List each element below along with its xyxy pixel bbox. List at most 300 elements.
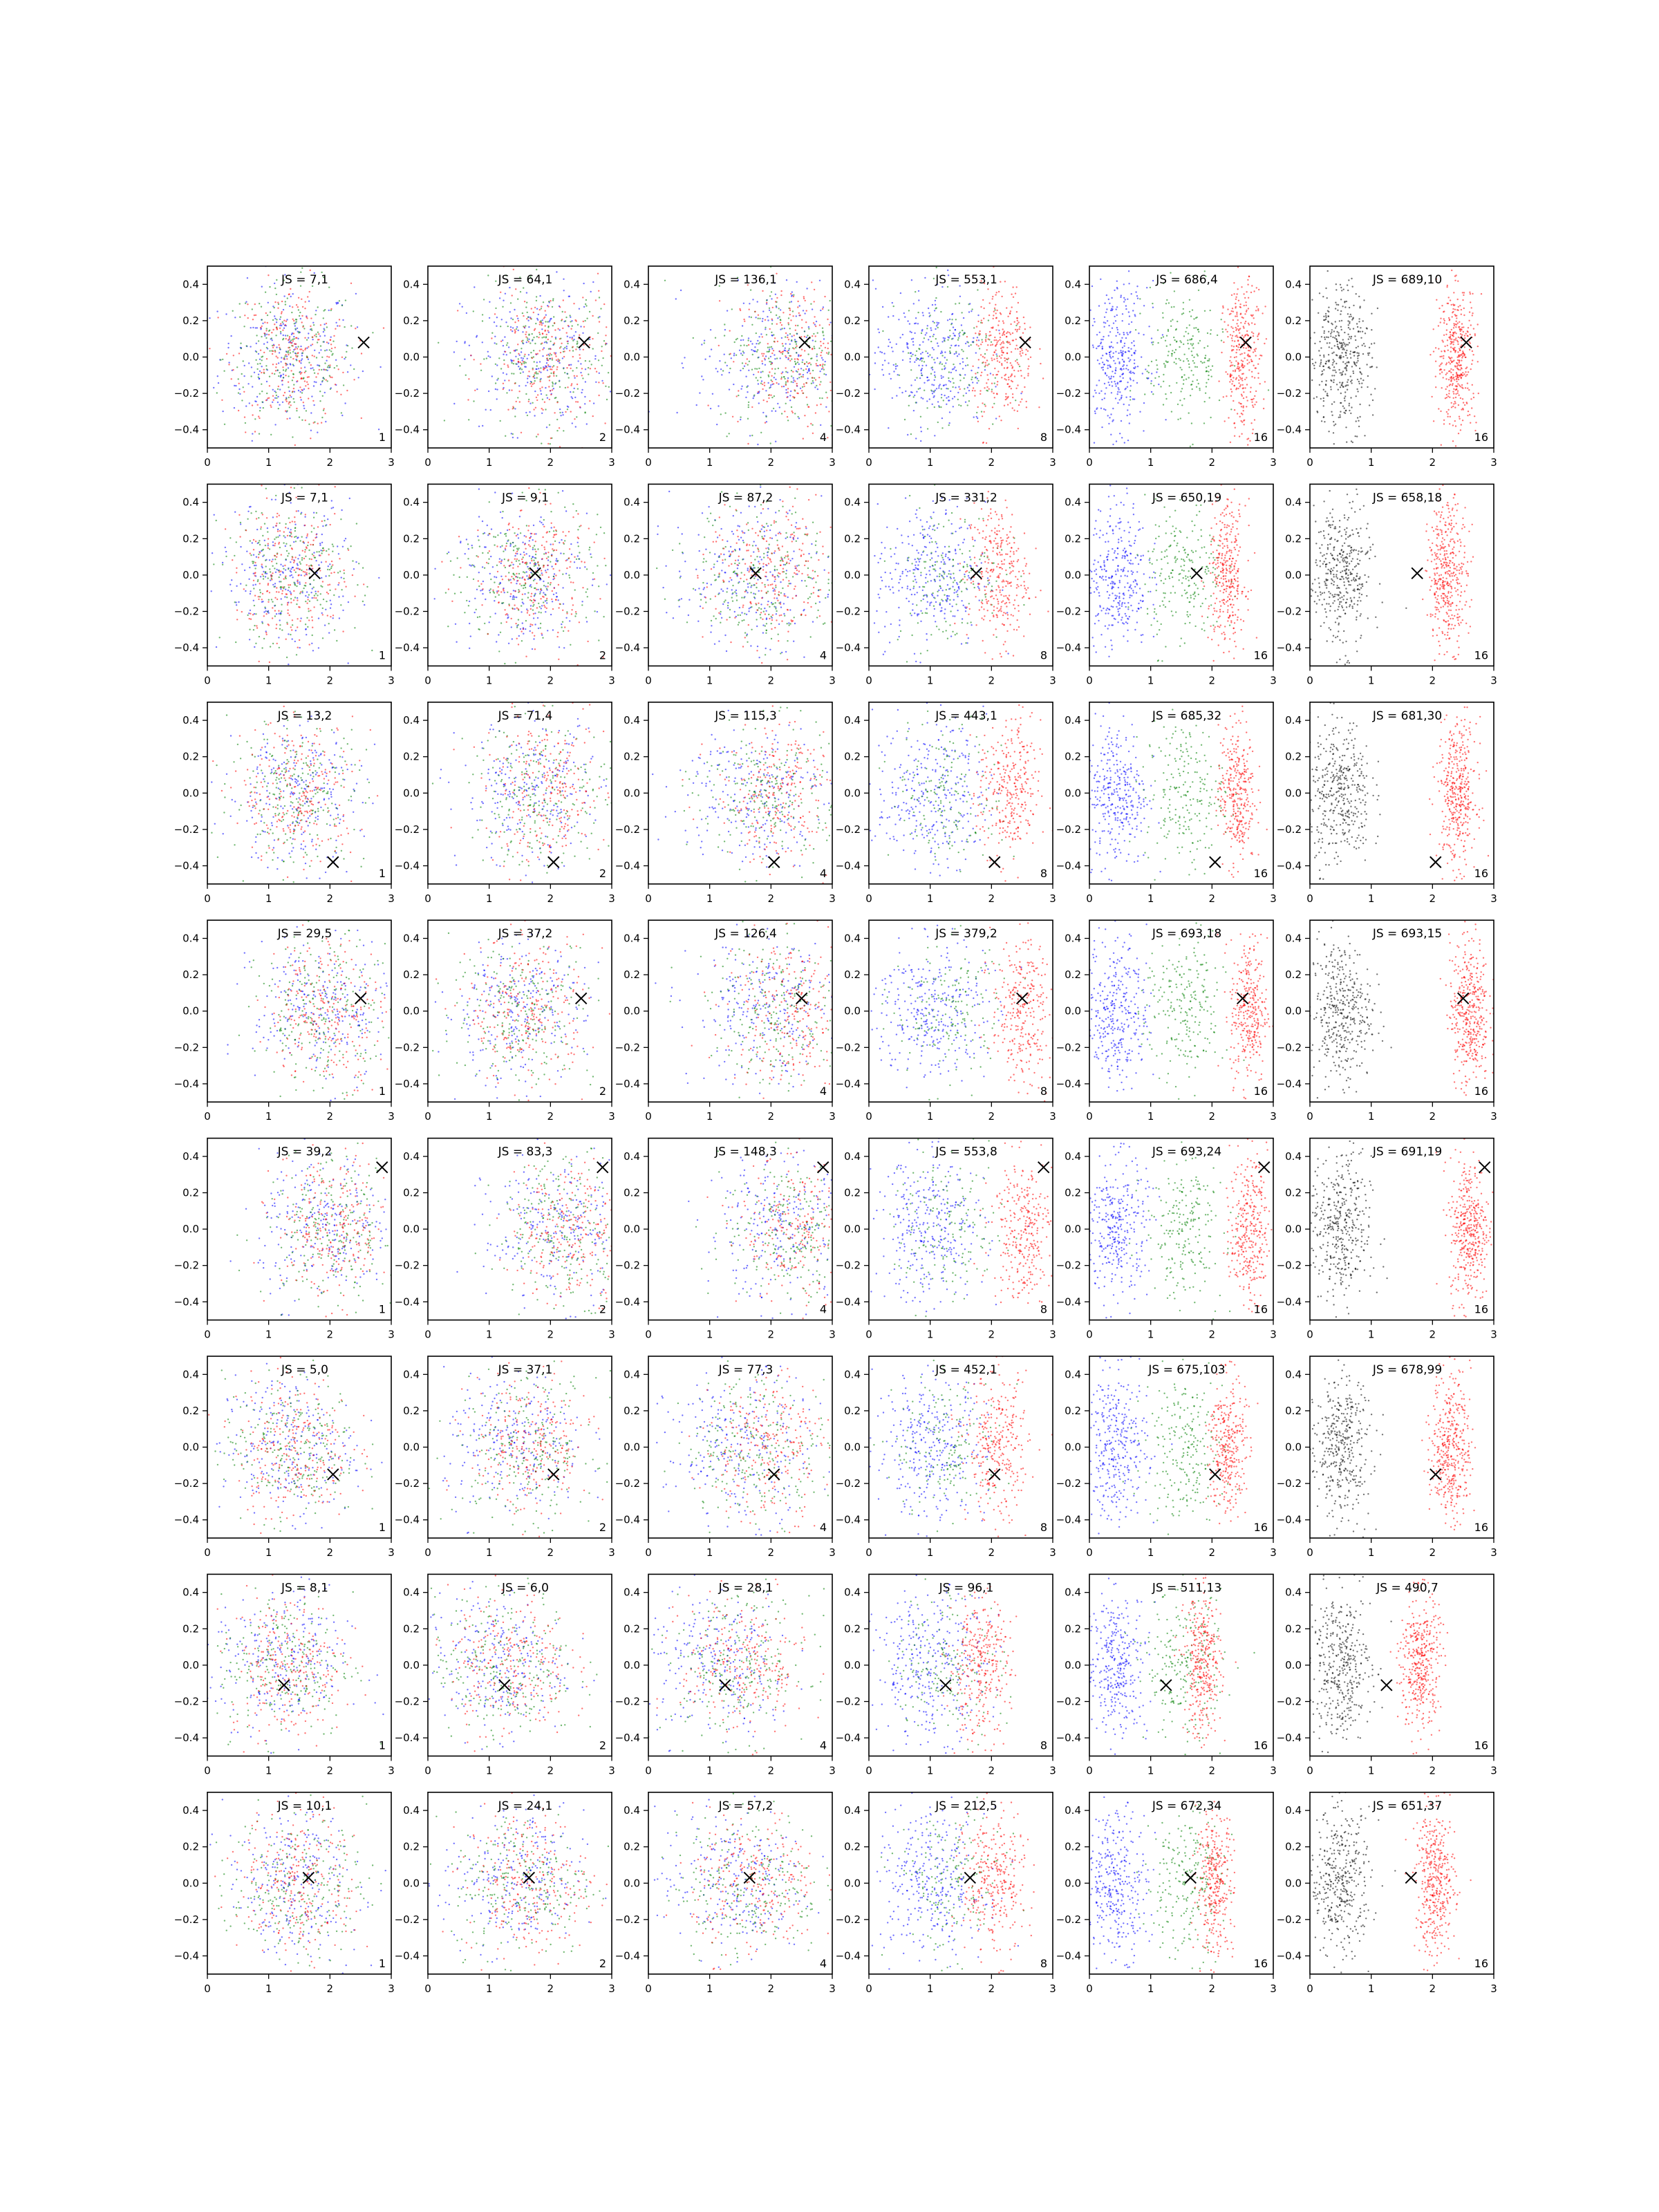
data-point <box>1342 306 1343 307</box>
data-point <box>861 356 862 357</box>
data-point <box>549 358 550 359</box>
data-point <box>619 368 620 370</box>
data-point <box>1438 325 1439 326</box>
data-point <box>517 437 518 438</box>
data-point <box>270 404 271 406</box>
data-point <box>1100 408 1102 409</box>
data-point <box>1235 369 1236 371</box>
data-point <box>520 367 521 368</box>
data-point <box>285 335 286 336</box>
data-point <box>580 363 581 364</box>
data-point <box>1470 368 1472 370</box>
data-point <box>575 348 577 350</box>
data-point <box>278 637 279 638</box>
data-point <box>807 363 809 364</box>
data-point <box>579 348 581 350</box>
data-point <box>521 351 522 353</box>
data-point <box>1463 326 1464 328</box>
data-point <box>267 322 268 324</box>
data-point <box>794 413 796 414</box>
data-point <box>518 358 519 359</box>
data-point <box>572 337 573 338</box>
data-point <box>664 280 666 281</box>
data-point <box>568 377 570 378</box>
data-point <box>942 376 944 377</box>
data-point <box>1335 327 1336 328</box>
data-point <box>301 299 302 300</box>
data-point <box>562 412 563 413</box>
data-point <box>1234 385 1235 386</box>
data-point <box>1006 367 1008 368</box>
data-point <box>815 341 816 342</box>
data-point <box>1231 350 1232 351</box>
data-point <box>731 308 733 310</box>
data-point <box>823 369 825 371</box>
data-point <box>289 306 290 307</box>
data-point <box>749 303 750 304</box>
data-point <box>482 425 483 427</box>
data-point <box>761 353 762 355</box>
data-point <box>598 382 599 383</box>
data-point <box>517 318 518 319</box>
data-point <box>1455 315 1456 317</box>
data-point <box>1319 365 1320 366</box>
data-point <box>1011 306 1013 308</box>
data-point <box>1338 369 1340 371</box>
data-point <box>796 358 798 359</box>
data-point <box>1218 380 1219 382</box>
data-point <box>812 382 814 384</box>
data-point <box>538 368 539 369</box>
data-point <box>276 563 277 564</box>
data-point <box>480 370 482 371</box>
data-point <box>739 350 740 351</box>
data-point <box>278 375 279 377</box>
x-tick-label: 0 <box>204 456 211 469</box>
data-point <box>1241 317 1243 318</box>
data-point <box>275 366 276 368</box>
data-point <box>312 337 313 338</box>
data-point <box>1234 357 1235 358</box>
data-point <box>935 304 936 306</box>
data-point <box>330 308 332 310</box>
data-point <box>525 306 527 308</box>
data-point <box>803 384 805 385</box>
data-point <box>950 345 952 346</box>
data-point <box>589 339 590 340</box>
data-point <box>341 305 343 306</box>
data-point <box>760 333 762 335</box>
data-point <box>771 381 773 382</box>
data-point <box>1465 333 1467 335</box>
data-point <box>1236 315 1237 317</box>
data-point <box>1353 328 1354 329</box>
data-point <box>972 382 973 383</box>
data-point <box>796 344 797 345</box>
data-point <box>892 435 894 436</box>
data-point <box>567 336 568 337</box>
data-point <box>997 381 998 382</box>
data-point <box>297 380 298 382</box>
data-point <box>254 431 256 432</box>
data-point <box>682 367 684 368</box>
data-point <box>341 412 342 413</box>
data-point <box>282 366 283 368</box>
data-point <box>1365 332 1366 334</box>
data-point <box>282 330 283 331</box>
data-point <box>849 344 850 346</box>
data-point <box>536 296 537 297</box>
data-point <box>480 363 481 364</box>
data-point <box>787 352 789 353</box>
data-point <box>1133 340 1134 341</box>
data-point <box>305 301 306 303</box>
data-point <box>1457 344 1459 345</box>
data-point <box>812 424 813 426</box>
data-point <box>1121 352 1123 353</box>
data-point <box>1018 328 1020 330</box>
data-point <box>1452 424 1454 426</box>
data-point <box>1127 409 1128 411</box>
data-point <box>306 591 308 592</box>
data-point <box>745 397 747 398</box>
data-point <box>537 319 538 321</box>
data-point <box>1371 329 1372 330</box>
data-point <box>1163 404 1164 405</box>
data-point <box>1349 323 1350 324</box>
data-point <box>923 315 924 316</box>
data-point <box>1112 444 1114 445</box>
data-point <box>297 597 298 599</box>
data-point <box>735 355 737 356</box>
data-point <box>280 375 281 376</box>
data-point <box>766 299 767 301</box>
data-point <box>830 341 832 342</box>
y-tick-label: 0.4 <box>403 278 420 290</box>
data-point <box>1106 294 1107 296</box>
data-point <box>806 362 807 363</box>
data-point <box>1454 365 1456 366</box>
data-point <box>1345 355 1347 356</box>
data-point <box>1355 435 1356 437</box>
data-point <box>567 343 568 344</box>
data-point <box>1134 345 1135 346</box>
data-point <box>1168 350 1170 352</box>
data-point <box>556 402 558 403</box>
axes-frame <box>428 266 612 448</box>
data-point <box>552 306 553 308</box>
data-point <box>580 326 581 327</box>
data-point <box>274 315 275 317</box>
data-point <box>775 301 776 302</box>
data-point <box>1103 326 1105 328</box>
data-point <box>1158 384 1159 385</box>
data-point <box>256 556 257 558</box>
data-point <box>973 387 974 388</box>
data-point <box>935 376 936 377</box>
data-point <box>822 328 823 329</box>
data-point <box>1318 312 1319 314</box>
data-point <box>326 349 328 350</box>
data-point <box>1230 356 1231 357</box>
data-point <box>299 386 301 388</box>
data-point <box>288 633 289 635</box>
data-point <box>1131 355 1132 356</box>
data-point <box>892 350 893 352</box>
data-point <box>599 321 600 322</box>
data-point <box>1239 303 1241 305</box>
data-point <box>1472 393 1474 394</box>
data-point <box>774 377 775 378</box>
data-point <box>817 388 818 390</box>
data-point <box>1015 348 1016 350</box>
data-point <box>547 339 549 340</box>
data-point <box>818 377 820 378</box>
data-point <box>1016 330 1018 332</box>
data-point <box>949 350 950 352</box>
data-point <box>583 349 584 350</box>
data-point <box>877 328 879 330</box>
data-point <box>1250 292 1252 293</box>
data-point <box>486 357 487 359</box>
data-point <box>281 610 282 612</box>
data-point <box>729 368 731 369</box>
data-point <box>1019 366 1020 367</box>
data-point <box>801 349 803 350</box>
data-point <box>768 375 769 376</box>
data-point <box>751 317 752 318</box>
data-point <box>1370 394 1371 395</box>
data-point <box>1335 424 1336 425</box>
data-point <box>1477 361 1479 362</box>
x-marker <box>799 337 810 348</box>
data-point <box>279 574 281 575</box>
data-point <box>303 405 304 406</box>
data-point <box>1340 299 1342 300</box>
data-point <box>547 330 549 331</box>
data-point <box>798 418 800 419</box>
data-point <box>757 379 758 381</box>
data-point <box>771 410 773 411</box>
data-point <box>745 363 747 364</box>
data-point <box>1012 332 1013 334</box>
data-point <box>550 394 552 395</box>
data-point <box>1024 323 1025 324</box>
data-point <box>278 452 279 453</box>
data-point <box>279 535 280 536</box>
data-point <box>883 374 884 375</box>
data-point <box>1250 422 1252 424</box>
data-point <box>1448 362 1450 363</box>
x-tick-label: 2 <box>1209 456 1216 469</box>
data-point <box>751 435 753 436</box>
data-point <box>1346 370 1347 371</box>
data-point <box>565 387 566 388</box>
data-point <box>1343 342 1344 344</box>
data-point <box>317 431 318 433</box>
data-point <box>1017 329 1018 330</box>
data-point <box>291 574 292 576</box>
data-point <box>279 328 281 329</box>
data-point <box>839 420 841 421</box>
data-point <box>1130 396 1131 397</box>
data-point <box>1346 301 1347 302</box>
data-point <box>283 338 284 339</box>
data-point <box>505 435 506 437</box>
data-point <box>781 373 782 374</box>
data-point <box>465 375 467 376</box>
data-point <box>1012 286 1013 288</box>
data-point <box>958 333 959 335</box>
data-point <box>569 315 570 316</box>
data-point <box>1193 327 1194 328</box>
data-point <box>1457 364 1459 366</box>
data-point <box>1128 347 1130 348</box>
data-point <box>263 554 265 556</box>
data-point <box>1208 371 1209 373</box>
data-point <box>1248 276 1250 277</box>
data-point <box>1456 321 1457 322</box>
data-point <box>1258 289 1259 290</box>
data-point <box>469 345 470 346</box>
data-point <box>277 357 279 358</box>
data-point <box>1453 393 1454 394</box>
data-point <box>293 332 294 334</box>
data-point <box>338 553 339 554</box>
data-point <box>1164 366 1165 368</box>
data-point <box>1460 375 1461 376</box>
data-point <box>1107 368 1108 369</box>
data-point <box>576 416 577 418</box>
data-point <box>335 359 337 361</box>
data-point <box>1227 308 1228 310</box>
data-point <box>828 411 830 412</box>
data-point <box>1438 348 1439 349</box>
data-point <box>549 424 550 426</box>
data-point <box>1340 357 1341 358</box>
data-point <box>550 318 552 319</box>
data-point <box>1222 331 1224 332</box>
data-point <box>496 364 498 366</box>
data-point <box>1136 285 1138 287</box>
data-point <box>1357 355 1358 357</box>
data-point <box>1242 361 1244 362</box>
data-point <box>562 328 563 329</box>
data-point <box>256 351 257 353</box>
data-point <box>608 386 610 388</box>
data-point <box>1000 344 1001 345</box>
data-point <box>794 389 795 391</box>
data-point <box>1151 337 1152 339</box>
data-point <box>1004 281 1006 282</box>
data-point <box>1332 364 1333 366</box>
data-point <box>740 416 741 418</box>
data-point <box>724 362 726 363</box>
data-point <box>527 415 528 416</box>
data-point <box>770 312 771 313</box>
data-point <box>1453 327 1454 328</box>
data-point <box>1107 365 1109 366</box>
data-point <box>563 299 564 301</box>
data-point <box>910 361 911 362</box>
data-point <box>1471 307 1472 308</box>
data-point <box>959 388 961 390</box>
data-point <box>932 369 933 371</box>
data-point <box>1360 337 1362 339</box>
data-point <box>915 291 916 292</box>
data-point <box>1441 362 1443 364</box>
data-point <box>362 371 364 372</box>
data-point <box>912 341 914 342</box>
data-point <box>274 318 276 319</box>
data-point <box>1326 380 1327 382</box>
x-tick-label: 3 <box>829 456 836 469</box>
data-point <box>893 371 894 372</box>
data-point <box>306 357 308 358</box>
data-point <box>535 323 536 324</box>
data-point <box>791 370 792 371</box>
data-point <box>329 366 330 368</box>
data-point <box>544 368 545 369</box>
data-point <box>574 418 575 420</box>
data-point <box>1472 350 1473 352</box>
data-point <box>800 388 801 389</box>
data-point <box>580 372 581 373</box>
x-tick-label: 1 <box>265 456 272 469</box>
data-point <box>930 390 932 391</box>
data-point <box>1235 307 1236 308</box>
data-point <box>1102 346 1103 347</box>
data-point <box>1003 322 1004 324</box>
data-point <box>1452 383 1454 384</box>
data-point <box>335 347 336 348</box>
data-point <box>1433 420 1434 422</box>
data-point <box>1341 372 1342 373</box>
data-point <box>788 350 789 351</box>
data-point <box>1106 308 1107 310</box>
data-point <box>1094 390 1096 391</box>
data-point <box>762 290 763 292</box>
data-point <box>459 303 460 304</box>
data-point <box>764 385 765 386</box>
data-point <box>1333 375 1335 376</box>
data-point <box>1230 334 1231 335</box>
x-tick-label: 0 <box>424 456 431 469</box>
data-point <box>521 348 522 349</box>
data-point <box>1327 321 1329 322</box>
data-point <box>1206 386 1207 387</box>
data-point <box>977 337 978 338</box>
data-point <box>1450 359 1452 361</box>
data-point <box>963 395 964 396</box>
data-point <box>724 354 725 355</box>
data-point <box>592 281 594 283</box>
y-tick-label: −0.4 <box>1277 424 1302 436</box>
data-point <box>1134 363 1135 364</box>
data-point <box>339 325 340 326</box>
data-point <box>570 321 571 322</box>
data-point <box>958 345 959 346</box>
data-point <box>1443 350 1445 351</box>
data-point <box>816 355 817 357</box>
data-point <box>1324 261 1326 262</box>
data-point <box>872 378 874 379</box>
data-point <box>1198 331 1199 332</box>
data-point <box>1253 351 1254 353</box>
js-title: JS = 553,1 <box>935 273 997 287</box>
data-point <box>280 323 281 324</box>
data-point <box>995 386 996 387</box>
